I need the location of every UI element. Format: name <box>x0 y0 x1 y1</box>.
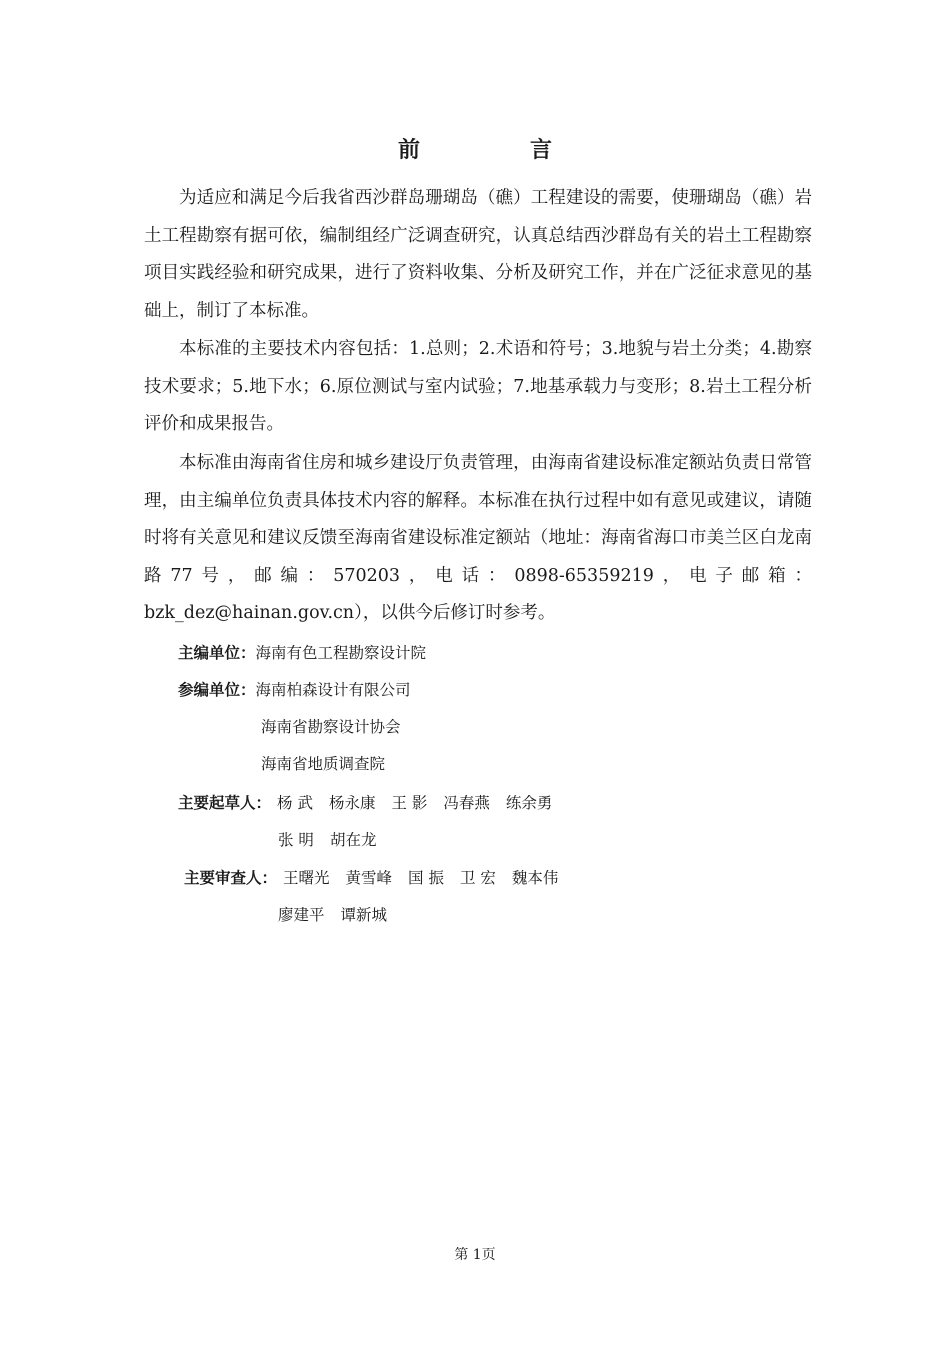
co-unit-1: 海南柏森设计有限公司 <box>255 681 411 699</box>
co-unit-3: 海南省地质调查院 <box>261 755 386 773</box>
chief-unit-value: 海南有色工程勘察设计院 <box>255 644 427 662</box>
drafters-row <box>178 791 568 815</box>
reviewer-name: 卫 宏 <box>459 869 496 887</box>
reviewer-name: 廖建平 <box>278 906 325 924</box>
reviewers-row <box>184 866 574 890</box>
co-units-label: 参编单位： <box>178 680 256 699</box>
drafters-label: 主要起草人： <box>178 793 272 812</box>
drafter-name: 杨永康 <box>328 794 376 812</box>
drafter-name: 王 影 <box>391 794 428 812</box>
paragraph-contents: 本标准的主要技术内容包括：1.总则；2.术语和符号；3.地貌与岩土分类；4.勘察技术要求；5.地下水；6.原位测试与室内试验；7.地基承载力与变形；8.岩土工程分析评价和成果报告。 <box>144 339 812 435</box>
drafter-name: 胡在龙 <box>329 831 377 849</box>
reviewer-name: 谭新城 <box>340 906 388 924</box>
co-unit-row <box>261 752 385 776</box>
reviewer-name: 魏本伟 <box>511 869 559 887</box>
drafter-name: 冯春燕 <box>443 794 490 812</box>
page-number: 第 1页 <box>454 1247 496 1263</box>
reviewers-label: 主要审查人： <box>184 868 278 887</box>
drafter-name: 张 明 <box>278 831 314 849</box>
drafter-name: 练余勇 <box>505 794 553 812</box>
chief-unit-row <box>178 641 426 665</box>
page-title: 前 言 <box>397 137 596 163</box>
chief-unit-label: 主编单位： <box>178 643 256 662</box>
paragraph-management: 本标准由海南省住房和城乡建设厅负责管理，由海南省建设标准定额站负责日常管理，由主编单位负责具体技术内容的解释。本标准在执行过程中如有意见或建议，请随时将有关意见和建议反馈至海南省建设标准定额站（地址：海南省海口市美兰区白龙南路77号，邮编：570203，电话：0898-65359219，电子邮箱：bzk_dez@hainan.gov.cn），以供今后修订时参考。 <box>144 453 812 624</box>
co-unit-2: 海南省勘察设计协会 <box>261 718 401 736</box>
reviewers-row <box>278 903 403 927</box>
drafter-name: 杨 武 <box>277 794 313 812</box>
reviewer-name: 国 振 <box>408 869 444 887</box>
co-unit-row <box>261 715 401 739</box>
drafters-row <box>278 828 392 852</box>
paragraph-purpose: 为适应和满足今后我省西沙群岛珊瑚岛（礁）工程建设的需要，使珊瑚岛（礁）岩土工程勘察有据可依，编制组经广泛调查研究，认真总结西沙群岛有关的岩土工程勘察项目实践经验和研究成果，进行了资料收集、分析及研究工作，并在广泛征求意见的基础上，制订了本标准。 <box>144 188 812 321</box>
reviewer-name: 王曙光 <box>283 869 330 887</box>
reviewer-name: 黄雪峰 <box>345 869 393 887</box>
co-unit-row <box>178 678 411 702</box>
